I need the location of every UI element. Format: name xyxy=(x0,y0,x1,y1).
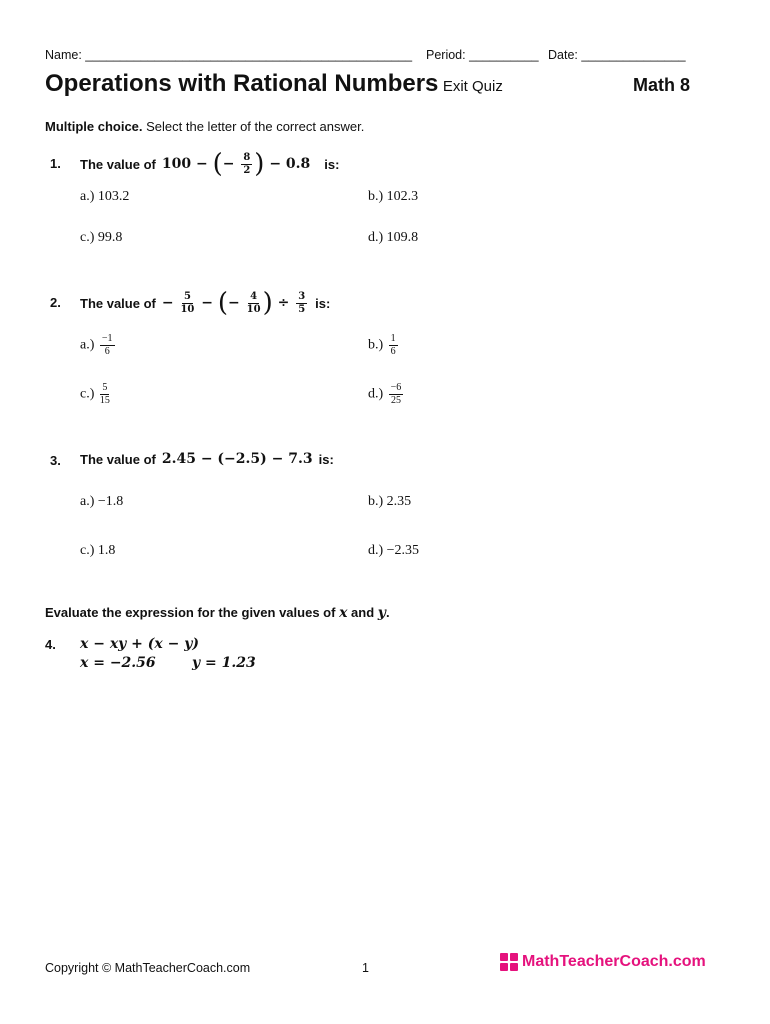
question-2-option-c[interactable] xyxy=(80,383,112,406)
option-label: a.) xyxy=(80,337,95,353)
question-3-label: The value of xyxy=(80,451,156,467)
question-2-prompt xyxy=(80,290,330,316)
page-title: Operations with Rational Numbers xyxy=(45,70,439,97)
question-2-label: The value of xyxy=(80,295,156,311)
question-3-option-d[interactable]: d.) −2.35 xyxy=(368,543,420,558)
var-x: x xyxy=(339,605,348,621)
date-field[interactable]: Date: _______________ xyxy=(548,48,686,62)
eval-instructions-and: and xyxy=(351,605,375,620)
option-numerator: 1 xyxy=(390,333,396,344)
question-3-prompt xyxy=(80,451,334,467)
question-1-option-a[interactable]: a.) 103.2 xyxy=(80,189,130,204)
option-numerator: −1 xyxy=(101,333,113,344)
option-denominator: 6 xyxy=(390,346,396,357)
question-1-option-b[interactable]: b.) 102.3 xyxy=(368,189,419,204)
question-4-x-value: x = −2.56 xyxy=(80,655,156,671)
option-label: d.) xyxy=(368,386,384,402)
logo-text: MathTeacherCoach.com xyxy=(522,953,706,970)
option-numerator: −6 xyxy=(390,382,402,393)
var-y: y xyxy=(377,605,386,621)
question-1-label: The value of xyxy=(80,156,156,172)
question-4-expression: x − xy + (x − y) xyxy=(80,636,199,652)
brand-logo[interactable] xyxy=(500,953,706,971)
question-3-suffix: is: xyxy=(318,451,334,467)
question-2-option-a[interactable] xyxy=(80,334,117,357)
question-2-option-d[interactable] xyxy=(368,383,405,406)
page-subtitle: Exit Quiz xyxy=(442,78,503,95)
question-2-option-b[interactable] xyxy=(368,334,400,357)
question-1-option-c[interactable]: c.) 99.8 xyxy=(80,230,123,245)
question-2-expression: − $\frac{5}{10}$ − (− $\frac{4}{10}$ ) ÷ $\frac{3}{5}$ xyxy=(161,288,306,318)
question-3-option-b[interactable]: b.) 2.35 xyxy=(368,494,412,509)
mc-instructions xyxy=(45,119,364,134)
option-denominator: 6 xyxy=(104,346,110,357)
option-numerator: 5 xyxy=(102,382,108,393)
mc-instructions-bold: Multiple choice. xyxy=(45,119,143,134)
logo-grid-icon xyxy=(500,953,518,971)
period-mark: . xyxy=(385,605,390,620)
copyright: Copyright © MathTeacherCoach.com xyxy=(45,961,251,975)
option-label: c.) xyxy=(80,386,95,402)
option-denominator: 15 xyxy=(99,395,110,406)
question-2-suffix: is: xyxy=(315,295,331,311)
question-1-expression: 100 − (− $\frac{8}{2}$ ) − 0.8 xyxy=(161,149,311,179)
question-3-option-c[interactable]: c.) 1.8 xyxy=(80,543,116,558)
question-1-number: 1. xyxy=(50,156,61,171)
question-3-option-a[interactable]: a.) −1.8 xyxy=(80,494,124,509)
page-number: 1 xyxy=(362,961,369,975)
question-4-number: 4. xyxy=(45,637,56,652)
option-denominator: 25 xyxy=(390,395,401,406)
eval-instructions xyxy=(45,605,390,621)
mc-instructions-text: Select the letter of the correct answer. xyxy=(142,119,365,134)
period-field[interactable]: Period: __________ xyxy=(426,48,539,62)
name-field[interactable]: Name: _______________________________________________ xyxy=(45,48,413,62)
question-1-option-d[interactable]: d.) 109.8 xyxy=(368,230,419,245)
question-1-suffix: is: xyxy=(324,156,340,172)
question-2-number: 2. xyxy=(50,295,61,310)
question-1-prompt xyxy=(80,151,339,177)
question-3-number: 3. xyxy=(50,453,61,468)
subject-label: Math 8 xyxy=(633,75,691,95)
question-3-expression: 2.45 − (−2.5) − 7.3 xyxy=(161,451,313,467)
option-label: b.) xyxy=(368,337,384,353)
question-4-y-value: y = 1.23 xyxy=(192,655,256,671)
title-block xyxy=(45,70,503,98)
eval-instructions-text: Evaluate the expression for the given values of xyxy=(45,605,336,620)
